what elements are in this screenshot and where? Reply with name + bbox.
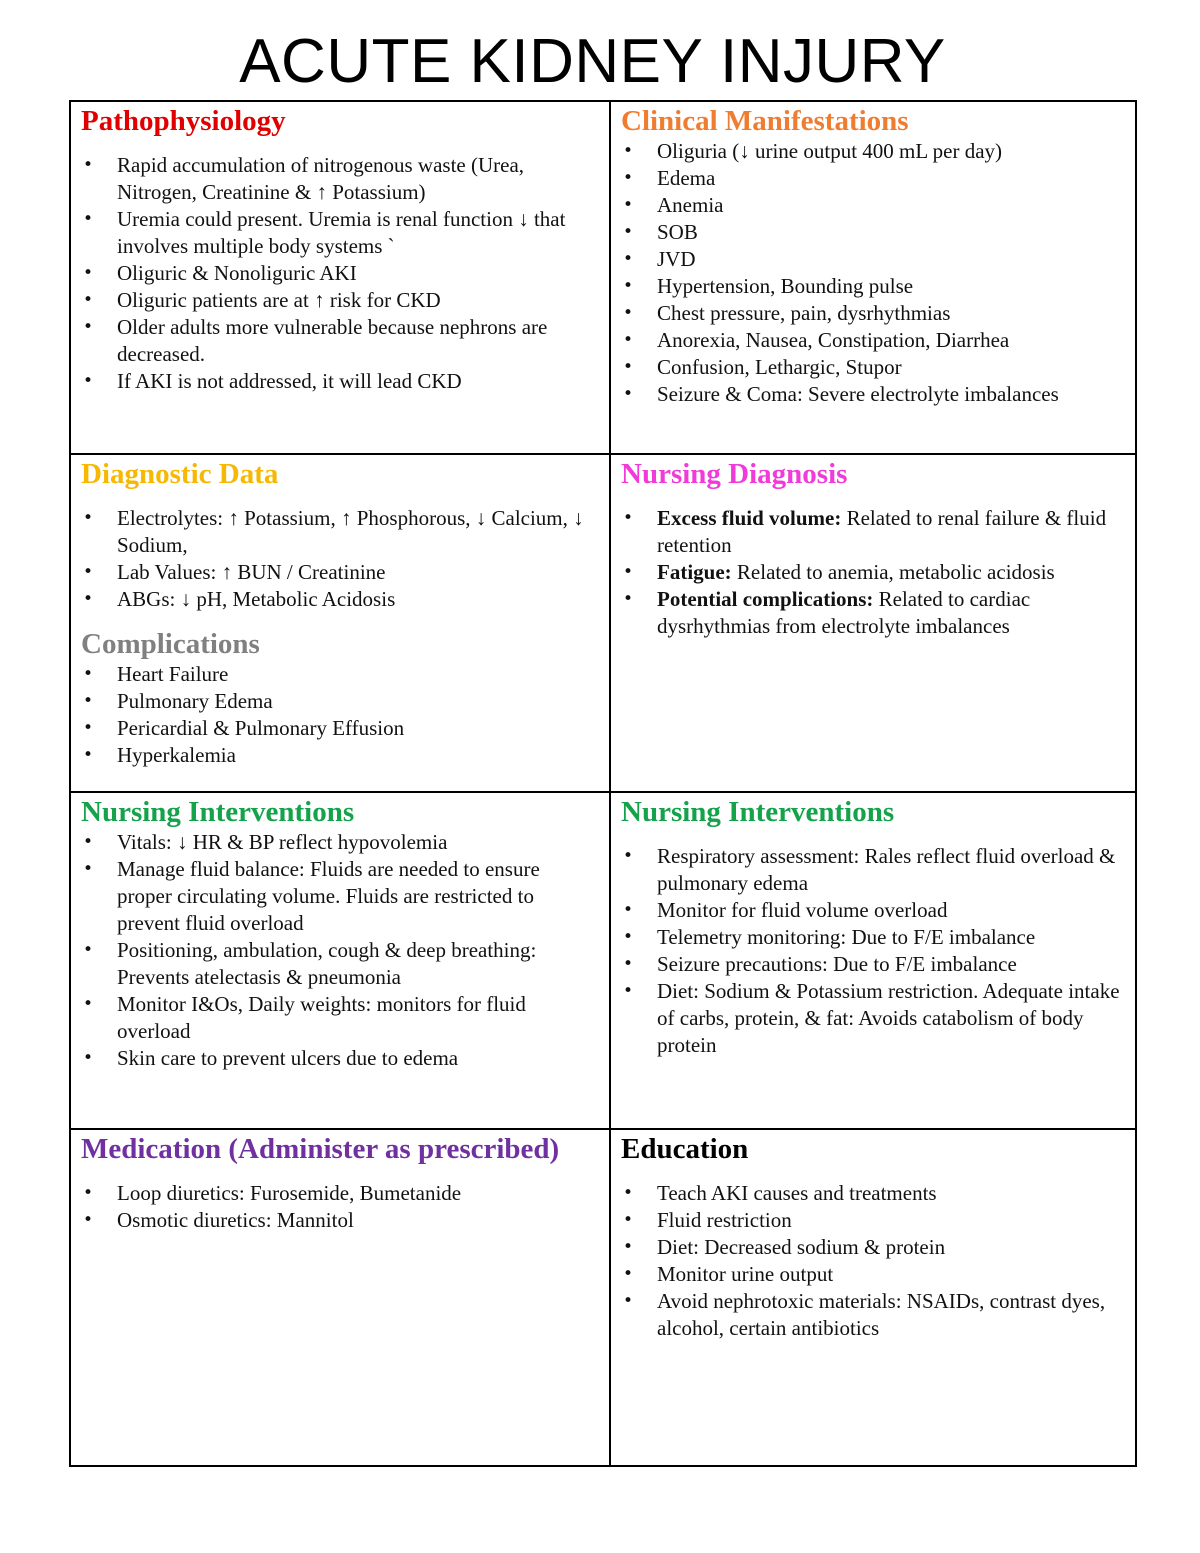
content-grid — [69, 100, 1137, 1467]
list-item: • Monitor I&Os, Daily weights: monitors for fluid overload — [117, 991, 599, 1045]
list-item: • Pericardial & Pulmonary Effusion — [117, 715, 599, 742]
list-item: • Pulmonary Edema — [117, 688, 599, 715]
list-item: • ABGs: ↓ pH, Metabolic Acidosis — [117, 586, 599, 613]
cell-nursing-interventions-left — [70, 792, 610, 1129]
education-list — [621, 1180, 1125, 1342]
list-item: • Loop diuretics: Furosemide, Bumetanide — [117, 1180, 599, 1207]
diagnostic-list — [81, 505, 599, 613]
list-item: • Diet: Decreased sodium & protein — [657, 1234, 1125, 1261]
diagnosis-text: Related to cardiac dysrhythmias from electrolyte imbalances — [657, 587, 1031, 638]
heading-complications: Complications — [81, 628, 260, 660]
cell-diagnostic-data — [70, 454, 610, 792]
list-item: • Telemetry monitoring: Due to F/E imbalance — [657, 924, 1125, 951]
list-item: • Hyperkalemia — [117, 742, 599, 769]
list-item: • Teach AKI causes and treatments — [657, 1180, 1125, 1207]
page-title: ACUTE KIDNEY INJURY — [239, 27, 946, 96]
list-item: • SOB — [657, 219, 1125, 246]
cell-education — [610, 1129, 1136, 1466]
list-item — [657, 505, 1125, 559]
list-item: • Monitor for fluid volume overload — [657, 897, 1125, 924]
cell-clinical-manifestations — [610, 101, 1136, 454]
list-item: • Vitals: ↓ HR & BP reflect hypovolemia — [117, 829, 599, 856]
diagnosis-label: Fatigue: — [657, 560, 732, 584]
heading-education: Education — [621, 1133, 749, 1165]
heading-clinical-manifestations: Clinical Manifestations — [621, 105, 909, 137]
list-item: • Older adults more vulnerable because nephrons are decreased. — [117, 314, 599, 368]
list-item: • Skin care to prevent ulcers due to edema — [117, 1045, 599, 1072]
diagnosis-label: Excess fluid volume: — [657, 506, 842, 530]
list-item: • Oliguria (↓ urine output 400 mL per day) — [657, 138, 1125, 165]
list-item: • Oliguric patients are at ↑ risk for CKD — [117, 287, 599, 314]
list-item: • Osmotic diuretics: Mannitol — [117, 1207, 599, 1234]
list-item: • Uremia could present. Uremia is renal function ↓ that involves multiple body systems ` — [117, 206, 599, 260]
interventions-left-list — [81, 829, 599, 1072]
heading-nursing-interventions-right: Nursing Interventions — [621, 796, 895, 828]
interventions-right-list — [621, 843, 1125, 1059]
medication-list — [81, 1180, 599, 1234]
list-item: • Positioning, ambulation, cough & deep breathing: Prevents atelectasis & pneumonia — [117, 937, 599, 991]
list-item: • Lab Values: ↑ BUN / Creatinine — [117, 559, 599, 586]
list-item: • Confusion, Lethargic, Stupor — [657, 354, 1125, 381]
list-item: • Edema — [657, 165, 1125, 192]
heading-diagnostic-data: Diagnostic Data — [81, 458, 279, 490]
list-item: • Rapid accumulation of nitrogenous waste (Urea, Nitrogen, Creatinine & ↑ Potassium) — [117, 152, 599, 206]
pathophysiology-list — [81, 152, 599, 395]
diagnosis-text: Related to renal failure & fluid retention — [657, 506, 1107, 557]
list-item: • Heart Failure — [117, 661, 599, 688]
heading-nursing-interventions-left: Nursing Interventions — [81, 796, 355, 828]
list-item: • Electrolytes: ↑ Potassium, ↑ Phosphorous, ↓ Calcium, ↓ Sodium, — [117, 505, 599, 559]
heading-pathophysiology: Pathophysiology — [81, 105, 286, 137]
list-item: • JVD — [657, 246, 1125, 273]
list-item: • Manage fluid balance: Fluids are needed to ensure proper circulating volume. Fluids are restricted to prevent fluid overload — [117, 856, 599, 937]
list-item: • Fluid restriction — [657, 1207, 1125, 1234]
list-item: • Respiratory assessment: Rales reflect fluid overload & pulmonary edema — [657, 843, 1125, 897]
cell-pathophysiology — [70, 101, 610, 454]
list-item: • Hypertension, Bounding pulse — [657, 273, 1125, 300]
list-item: • Oliguric & Nonoliguric AKI — [117, 260, 599, 287]
list-item: • Seizure precautions: Due to F/E imbalance — [657, 951, 1125, 978]
heading-medication: Medication (Administer as prescribed) — [81, 1133, 560, 1165]
complications-list — [81, 661, 599, 769]
list-item: • Anorexia, Nausea, Constipation, Diarrhea — [657, 327, 1125, 354]
list-item — [657, 559, 1125, 586]
list-item: • If AKI is not addressed, it will lead CKD — [117, 368, 599, 395]
list-item: • Chest pressure, pain, dysrhythmias — [657, 300, 1125, 327]
cell-medication — [70, 1129, 610, 1466]
list-item — [657, 586, 1125, 640]
list-item: • Diet: Sodium & Potassium restriction. Adequate intake of carbs, protein, & fat: Avoids catabolism of body protein — [657, 978, 1125, 1059]
cell-nursing-interventions-right — [610, 792, 1136, 1129]
heading-nursing-diagnosis: Nursing Diagnosis — [621, 458, 848, 490]
list-item: • Anemia — [657, 192, 1125, 219]
list-item: • Avoid nephrotoxic materials: NSAIDs, contrast dyes, alcohol, certain antibiotics — [657, 1288, 1125, 1342]
cell-nursing-diagnosis — [610, 454, 1136, 792]
list-item: • Monitor urine output — [657, 1261, 1125, 1288]
list-item: • Seizure & Coma: Severe electrolyte imbalances — [657, 381, 1125, 408]
diagnosis-text: Related to anemia, metabolic acidosis — [731, 560, 1055, 584]
clinical-list — [621, 138, 1125, 408]
nursing-diagnosis-list — [621, 505, 1125, 640]
diagnosis-label: Potential complications: — [657, 587, 874, 611]
